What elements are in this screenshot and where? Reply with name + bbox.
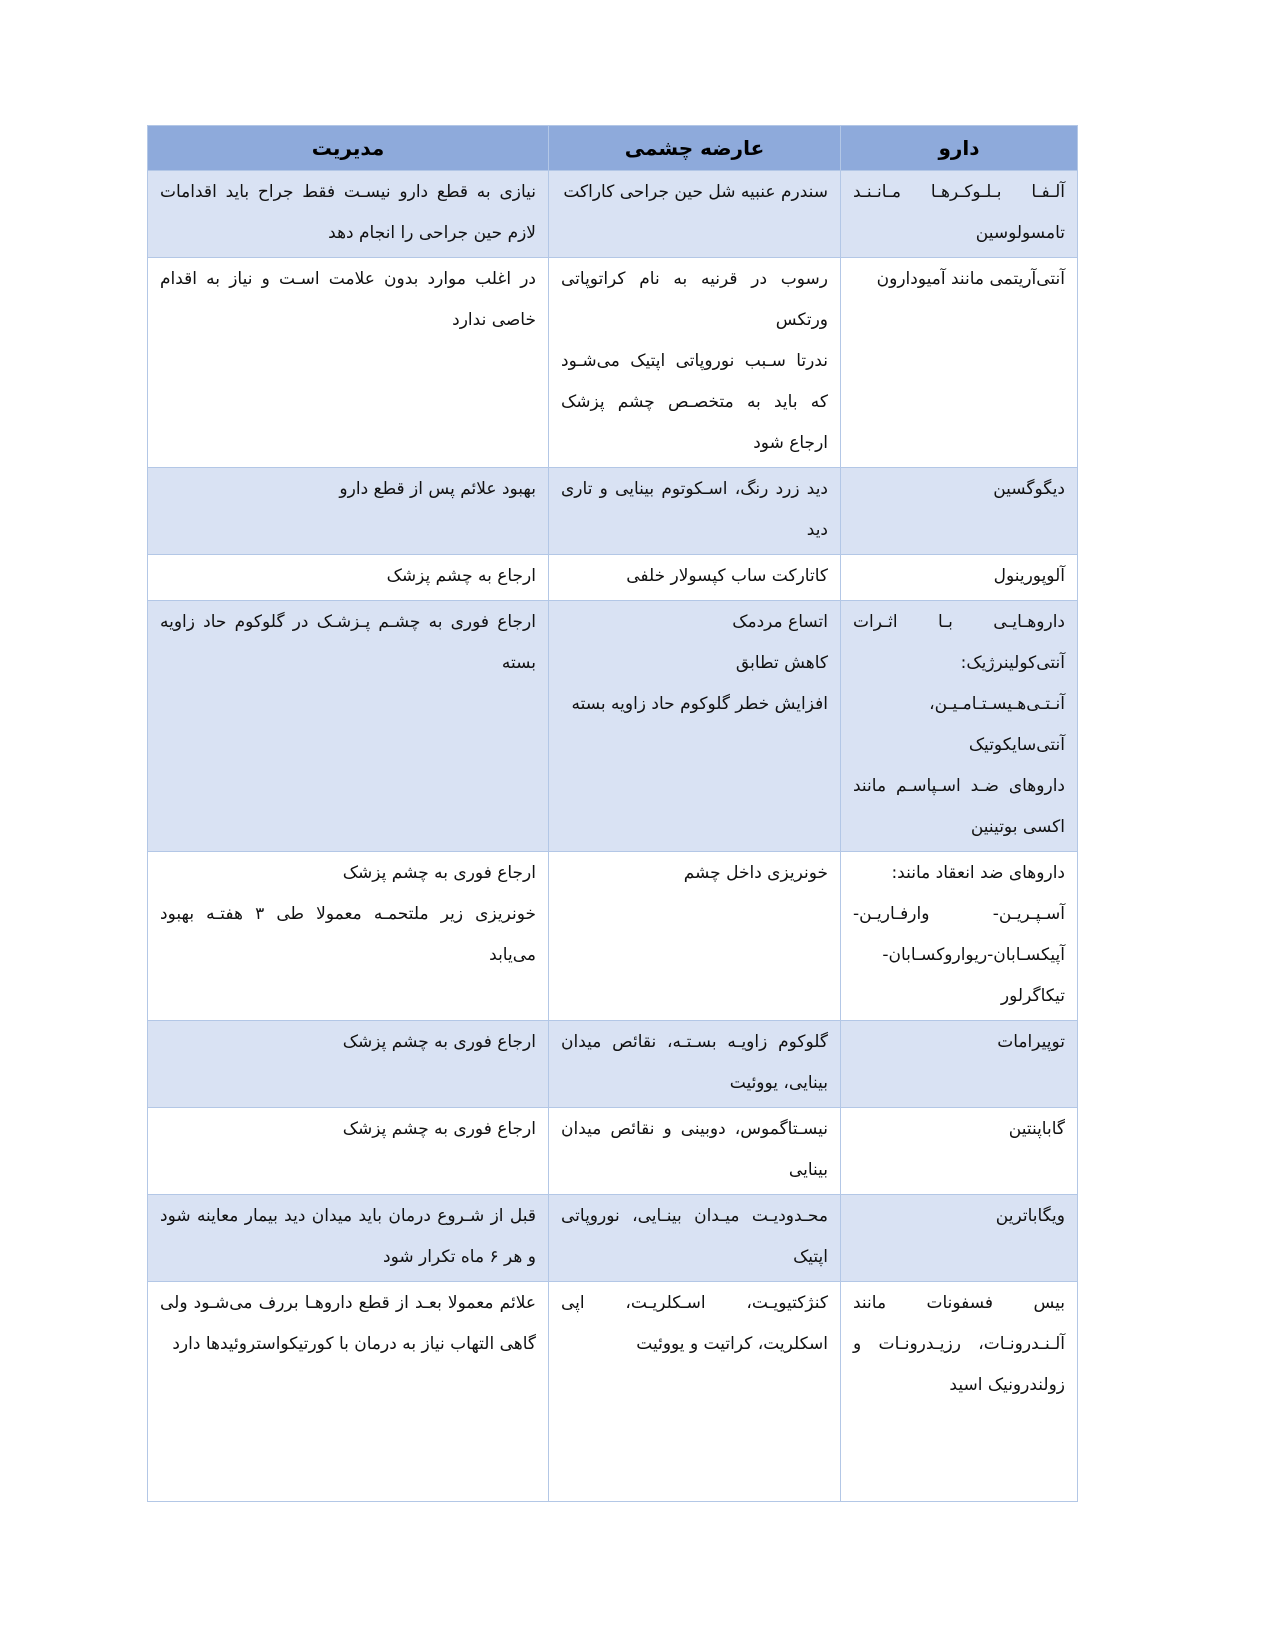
cell-drug	[841, 171, 1078, 258]
table-row	[148, 1282, 1078, 1502]
cell-paragraph: ارجاع فوری به چشم پزشک	[342, 1119, 536, 1139]
table-row	[148, 468, 1078, 555]
cell-paragraph: سندرم عنبیه شل حین جراحی کاراکت	[563, 182, 828, 202]
table-row	[148, 852, 1078, 1021]
cell-paragraph: کاهش تطابق	[735, 653, 828, 673]
cell-eye	[549, 258, 841, 468]
column-header-eye-complication: عارضه چشمی	[549, 126, 841, 171]
cell-drug	[841, 555, 1078, 601]
cell-management	[148, 852, 549, 1021]
cell-eye	[549, 1108, 841, 1195]
cell-drug	[841, 1195, 1078, 1282]
cell-eye	[549, 468, 841, 555]
cell-management	[148, 171, 549, 258]
cell-drug	[841, 258, 1078, 468]
cell-management	[148, 258, 549, 468]
cell-paragraph: کاتارکت ساب کپسولار خلفی	[626, 566, 828, 586]
cell-paragraph: نیسـتاگموس، دوبینی و نقائص میدان بینایی	[561, 1119, 828, 1180]
cell-management	[148, 601, 549, 852]
table-row	[148, 1108, 1078, 1195]
cell-paragraph: خونریزی داخل چشم	[683, 863, 828, 883]
cell-paragraph: کنژکتیویـت، اسـکلریـت، اپی اسکلریت، کراتیت و یووئیت	[561, 1293, 828, 1354]
cell-paragraph: آلوپورینول	[993, 566, 1065, 586]
cell-eye	[549, 555, 841, 601]
cell-drug	[841, 1021, 1078, 1108]
table-row	[148, 258, 1078, 468]
cell-eye	[549, 1195, 841, 1282]
table-row	[148, 555, 1078, 601]
table-row	[148, 171, 1078, 258]
drug-ocular-side-effects-table	[147, 125, 1078, 1502]
cell-eye	[549, 852, 841, 1021]
cell-paragraph: داروهـایـی بـا اثـرات آنتی‌کولینرژیک:	[853, 612, 1065, 673]
cell-management	[148, 1282, 549, 1502]
table-row	[148, 1021, 1078, 1108]
cell-paragraph: بهبود علائم پس از قطع دارو	[339, 479, 536, 499]
cell-paragraph: ارجاع فوری به چشـم پـزشـک در گلوکوم حاد زاویه بسته	[160, 612, 536, 673]
header-row	[148, 126, 1078, 171]
cell-paragraph: ارجاع فوری به چشم پزشک	[342, 863, 536, 883]
cell-paragraph: آلـفـا بـلـوکـرهـا مـانـنـد تامسولوسین	[853, 182, 1065, 243]
table-row	[148, 601, 1078, 852]
cell-paragraph: بیس فسفونات مانند آلـنـدرونـات، رزیـدرونـات و زولندرونیک اسید	[853, 1293, 1065, 1395]
cell-paragraph: نیازی به قطع دارو نیسـت فقط جراح باید اقدامات لازم حین جراحی را انجام دهد	[160, 182, 536, 243]
cell-paragraph: خونریزی زیر ملتحمـه معمولا طی ۳ هفتـه بهبود می‌یابد	[160, 904, 537, 965]
cell-eye	[549, 1282, 841, 1502]
cell-drug	[841, 1108, 1078, 1195]
cell-paragraph: دید زرد رنگ، اسـکوتوم بینایی و تاری دید	[561, 479, 828, 540]
cell-management	[148, 1021, 549, 1108]
cell-management	[148, 1108, 549, 1195]
cell-eye	[549, 601, 841, 852]
cell-paragraph: گاباپنتین	[1008, 1119, 1065, 1139]
cell-paragraph: توپیرامات	[997, 1032, 1065, 1052]
cell-paragraph: محـدودیـت میـدان بینـایی، نوروپاتی اپتیک	[561, 1206, 828, 1267]
cell-drug	[841, 1282, 1078, 1502]
cell-paragraph: قبل از شـروع درمان باید میدان دید بیمار معاینه شود و هر ۶ ماه تکرار شود	[160, 1206, 536, 1267]
cell-paragraph: آنتی‌آریتمی مانند آمیودارون	[876, 269, 1065, 289]
cell-management	[148, 555, 549, 601]
cell-eye	[549, 171, 841, 258]
cell-drug	[841, 601, 1078, 852]
cell-paragraph: در اغلب موارد بدون علامت اسـت و نیاز به اقدام خاصی ندارد	[160, 269, 536, 330]
cell-paragraph: افزایش خطر گلوکوم حاد زاویه بسته	[571, 694, 828, 714]
cell-paragraph: رسوب در قرنیه به نام کراتوپاتی ورتکس	[561, 269, 828, 330]
cell-management	[148, 468, 549, 555]
cell-paragraph: گلوکوم زاویـه بسـتـه، نقائص میدان بینایی، یووئیت	[561, 1032, 828, 1093]
cell-eye	[549, 1021, 841, 1108]
cell-paragraph: آنـتـی‌هـیسـتـامـیـن، آنتی‌سایکوتیک	[929, 694, 1065, 755]
cell-paragraph: علائم معمولا بعـد از قطع داروهـا بررف می‌شـود ولی گاهی التهاب نیاز به درمان با کورتیکواستروئیدها دارد	[160, 1293, 536, 1354]
column-header-management: مدیریت	[148, 126, 549, 171]
cell-drug	[841, 852, 1078, 1021]
table-row	[148, 1195, 1078, 1282]
cell-paragraph: ندرتا سـبب نوروپاتی اپتیک می‌شـود که باید به متخصـص چشم پزشک ارجاع شود	[561, 351, 828, 453]
cell-paragraph: اتساع مردمک	[732, 612, 828, 632]
column-header-drug: دارو	[841, 126, 1078, 171]
cell-paragraph: ارجاع به چشم پزشک	[386, 566, 536, 586]
cell-paragraph: ویگاباترین	[995, 1206, 1065, 1226]
cell-paragraph: ارجاع فوری به چشم پزشک	[342, 1032, 536, 1052]
cell-paragraph: داروهای ضـد اسـپاسـم مانند اکسی بوتینین	[853, 776, 1065, 837]
cell-management	[148, 1195, 549, 1282]
cell-paragraph: دیگوگسین	[993, 479, 1065, 499]
cell-drug	[841, 468, 1078, 555]
cell-paragraph: آسـپـریـن- وارفـاریـن- آپیکسـابان-ریواروکسـابان- تیکاگرلور	[853, 904, 1065, 1006]
cell-paragraph: داروهای ضد انعقاد مانند:	[891, 863, 1065, 883]
